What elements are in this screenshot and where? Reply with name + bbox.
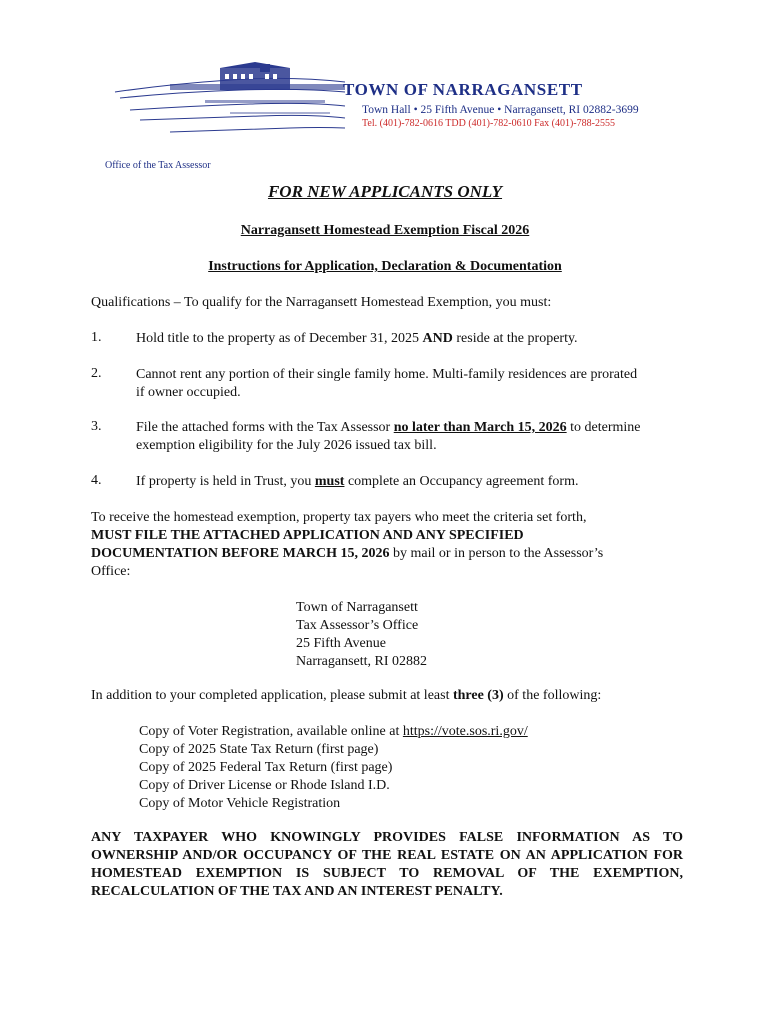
qualifications-intro: Qualifications – To qualify for the Narragansett Homestead Exemption, you must:	[91, 295, 552, 310]
page-title: FOR NEW APPLICANTS ONLY	[267, 182, 503, 201]
item-3: File the attached forms with the Tax Assessor no later than March 15, 2026 to determine exemption eligibility for the July 2026 issued tax bill.	[136, 420, 641, 453]
office-name: Office of the Tax Assessor	[105, 160, 211, 171]
exemption-subtitle: Narragansett Homestead Exemption Fiscal 2026	[240, 223, 530, 238]
item-1: Hold title to the property as of December 31, 2025 AND reside at the property.	[136, 331, 578, 346]
town-title: TOWN OF NARRAGANSETT	[343, 80, 583, 99]
document-item: Copy of 2025 State Tax Return (first page)	[139, 742, 379, 757]
mailing-address: Town of Narragansett Tax Assessor’s Office 25 Fifth Avenue Narragansett, RI 02882	[296, 600, 428, 669]
documents-list	[139, 723, 528, 813]
item-number: 4.	[91, 473, 102, 488]
false-information-warning: ANY TAXPAYER WHO KNOWINGLY PROVIDES FALSE INFORMATION AS TO OWNERSHIP AND/OR OCCUPANCY OF THE REAL ESTATE ON AN APPLICATION FOR HOMESTEAD EXEMPTION IS SUBJECT TO REMOVAL OF THE EXEMPTION, RECALCULATION OF THE TAX AND AN INTEREST PENALTY.	[91, 830, 683, 899]
town-hall-logo	[110, 62, 350, 152]
item-number: 2.	[91, 366, 102, 381]
item-2: Cannot rent any portion of their single family home. Multi-family residences are prorated if owner occupied.	[136, 367, 638, 400]
addition-paragraph: In addition to your completed application, please submit at least three (3) of the following:	[91, 688, 602, 703]
item-number: 3.	[91, 419, 102, 434]
document-voter: Copy of Voter Registration, available online at https://vote.sos.ri.gov/	[139, 724, 528, 739]
town-address: Town Hall • 25 Fifth Avenue • Narragansett, RI 02882-3699	[362, 104, 639, 116]
receive-paragraph: To receive the homestead exemption, property tax payers who meet the criteria set forth, MUST FILE THE ATTACHED APPLICATION AND ANY SPECIFIED DOCUMENTATION BEFORE MARCH 15, 2026 by mail or in person to the Assessor’s Office:	[91, 510, 604, 579]
instructions-subtitle: Instructions for Application, Declaration & Documentation	[208, 259, 562, 274]
item-number: 1.	[91, 330, 102, 345]
item-4: If property is held in Trust, you must complete an Occupancy agreement form.	[136, 474, 579, 489]
document-item: Copy of 2025 Federal Tax Return (first page)	[139, 760, 393, 775]
voter-registration-link[interactable]: https://vote.sos.ri.gov/	[402, 724, 528, 739]
town-phones: Tel. (401)-782-0616 TDD (401)-782-0610 Fax (401)-788-2555	[362, 118, 615, 129]
document-item: Copy of Motor Vehicle Registration	[139, 796, 341, 811]
document-item: Copy of Driver License or Rhode Island I.D.	[139, 778, 390, 793]
